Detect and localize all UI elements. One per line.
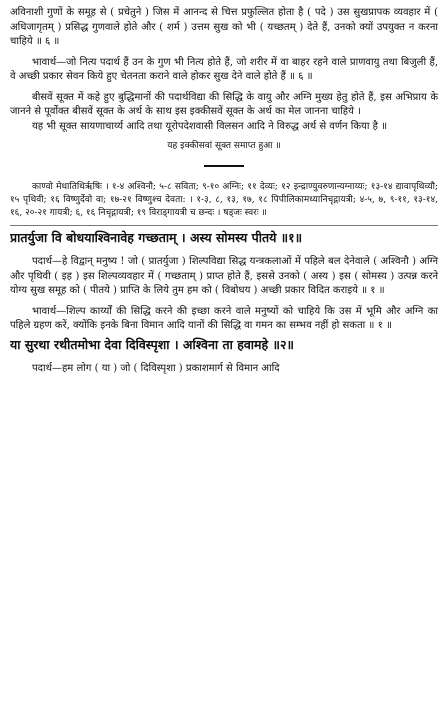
rishi-devata-chhand: काण्वो मेधातिथिर्ऋषिः । १-४ अश्विनौ; ५-८ सविता; ९-१० अग्निः; ११ देव्यः; १२ इन्द्राण्युवरुणान्यग्नाय्यः; १३-१४ द्यावापृथिव्यौ; १५ पृथिवी; १६ विष्णुर्देवो वा; १७-२१ विष्णुश्च देवता: । १-३, ८, १३, १७, १८ पिपीलिकामध्यानिचृद्गायत्री; ४-५, ७, ९-११, १३-१४, १६, २०-२१ गायत्री; ६, १६ निचृद्गायत्री; १९ विराड्गायत्री च छन्दः । षड्जः स्वरः ॥: [10, 182, 438, 218]
mantra-2: या सुरथा रथीतमोभा देवा दिविस्पृशा । अश्विना ता हवामहे ॥२॥: [10, 336, 294, 352]
paragraph-bhavarth-1: भावार्थ—शिल्प कार्य्यों की सिद्धि करने की इच्छा करने वाले मनुष्यों को चाहिये कि उस में भूमि और अग्नि का पहिले ग्रहण करें, क्योंकि इनके बिना विमान आदि यानों की सिद्धि वा गमन का सम्भव नहीं हो सकता ॥ १ ॥: [10, 305, 438, 331]
paragraph-sukta-summary: बीसवें सूक्त में कहे हुए बुद्धिमानों की पदार्थविद्या की सिद्धि के वायु और अग्नि मुख्य हेतु होते हैं, इस अभिप्राय के जानने से पूर्वोक्त बीसवें सूक्त के अर्थ के साथ इस इक्कीसवें सूक्त के अर्थ का मेल जानना चाहिये ।: [10, 91, 438, 117]
divider-line: [10, 225, 438, 226]
paragraph-padarth-2: पदार्थ—हम लोग ( या ) जो ( दिविस्पृशा ) प्रकाशमार्ग से विमान आदि: [32, 362, 280, 374]
paragraph-bhavarth-6: भावार्थ—जो नित्य पदार्थ हैं उन के गुण भी नित्य होते हैं, जो शरीर में वा बाहर रहने वाले प्राणवायु तथा बिजुली हैं, वे अच्छी प्रकार सेवन किये हुए चेतनता कराने वाले होकर सुख देने वाले होते हैं ॥ ६ ॥: [10, 56, 438, 82]
mantra-1: प्रातर्युजा वि बोधयाश्विनावेह गच्छताम् । अस्य सोमस्य पीतये ॥१॥: [10, 230, 303, 245]
paragraph-continued: अविनाशी गुणों के समूह से ( प्रचेतुने ) जिस में आनन्द से चित्त प्रफुल्लित होता है ( पदे ) उस सुखप्रापक व्यवहार में ( अधिजागृतम् ) प्रसिद्ध गुणवाले होते और ( शर्म ) उत्तम सुख को भी ( यच्छतम् ) देते हैं, उनको क्यों उपयुक्त न करना चाहिये ॥ ६ ॥: [10, 7, 438, 47]
paragraph-padarth-1: पदार्थ—हे विद्वान् मनुष्य ! जो ( प्रातर्युजा ) शिल्पविद्या सिद्ध यन्त्रकलाओं में पहिले बल देनेवाले ( अश्विनौ ) अग्नि और पृथिवी ( इह ) इस शिल्पव्यवहार में ( गच्छताम् ) प्राप्त होते हैं, इससे उनको ( अस्य ) इस ( सोमस्य ) उत्पन्न करने योग्य सुख समूह को ( पीतये ) प्राप्ति के लिये तुम हम को ( विबोधय ) अच्छी प्रकार विदित कराइये ॥ १ ॥: [10, 256, 438, 296]
sukta-end-line: यह इक्कीसवां सूक्त समाप्त हुआ ॥: [167, 141, 281, 151]
section-separator: [204, 165, 244, 167]
paragraph-commentary-note: यह भी सूक्त सायणाचार्य्य आदि तथा यूरोपदेशवासी विलसन आदि ने विरुद्ध अर्थ से वर्णन किया है ॥: [32, 120, 388, 132]
